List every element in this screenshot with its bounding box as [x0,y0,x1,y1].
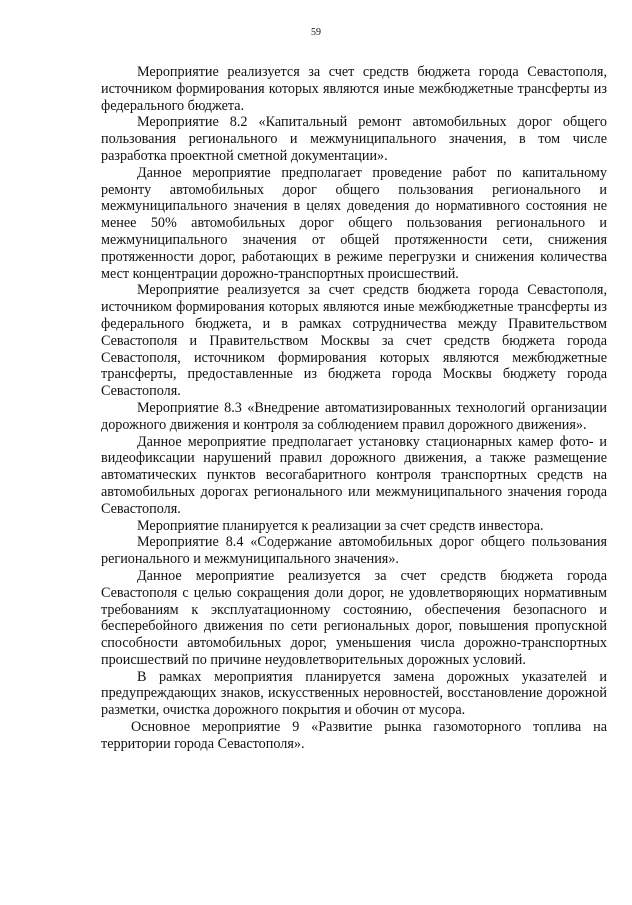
paragraph-measure-8-4-works: В рамках мероприятия планируется замена дорожных указателей и предупреждающих знаков, искусственных неровностей, восстановление дорожной разметки, очистка дорожного покрытия и обочин от мусора. [101,668,607,719]
paragraph-measure-8-2: Мероприятие 8.2 «Капитальный ремонт автомобильных дорог общего пользования регионального и межмуниципального значения, в том числе разработка проектной сметной документации». [101,114,607,164]
paragraph-measure-8-3: Мероприятие 8.3 «Внедрение автоматизированных технологий организации дорожного движения и контроля за соблюдением правил дорожного движения». [101,399,607,433]
page-number: 59 [311,27,321,38]
paragraph-measure-8-4: Мероприятие 8.4 «Содержание автомобильных дорог общего пользования регионального и межмуниципального значения». [101,534,607,568]
paragraph-measure-8-3-funding: Мероприятие планируется к реализации за счет средств инвестора. [137,517,544,534]
paragraph-measure-8-2-funding: Мероприятие реализуется за счет средств бюджета города Севастополя, источником формирования которых являются иные межбюджетные трансферты из федерального бюджета, и в рамках сотрудничества между Правительством Севастополя и Правительством Москвы за счет средств бюджета города Севастополя, источником формирования которых являются межбюджетные трансферты, предоставленные из бюджета города Москвы бюджету города Севастополя. [101,282,607,400]
paragraph-measure-8-3-description: Данное мероприятие предполагает установку стационарных камер фото- и видеофиксации нарушений правил дорожного движения, а также размещение автоматических пунктов весогабаритного контроля транспортных средств на автомобильных дорогах регионального или межмуниципального значения города Севастополя. [101,433,607,517]
document-body [101,64,607,753]
paragraph-measure-8-4-description: Данное мероприятие реализуется за счет средств бюджета города Севастополя с целью сокращения доли дорог, не удовлетворяющих нормативным требованиям к эксплуатационному состоянию, обеспечения безопасного и бесперебойного движения по сети региональных дорог, повышения пропускной способности автомобильных дорог, уменьшения числа дорожно-транспортных происшествий по причине неудовлетворительных дорожных условий. [101,567,607,668]
paragraph-funding-federal: Мероприятие реализуется за счет средств бюджета города Севастополя, источником формирования которых являются иные межбюджетные трансферты из федерального бюджета. [101,64,607,114]
paragraph-measure-8-2-description: Данное мероприятие предполагает проведение работ по капитальному ремонту автомобильных дорог общего пользования регионального и межмуниципального значения в целях доведения до нормативного состояния не менее 50% автомобильных дорог общего пользования регионального и межмуниципального значения от общей протяженности сети, снижения протяженности дорог, работающих в режиме перегрузки и снижения количества мест концентрации дорожно-транспортных происшествий. [101,164,607,282]
paragraph-main-measure-9: Основное мероприятие 9 «Развитие рынка газомоторного топлива на территории города Севастополя». [101,719,607,752]
